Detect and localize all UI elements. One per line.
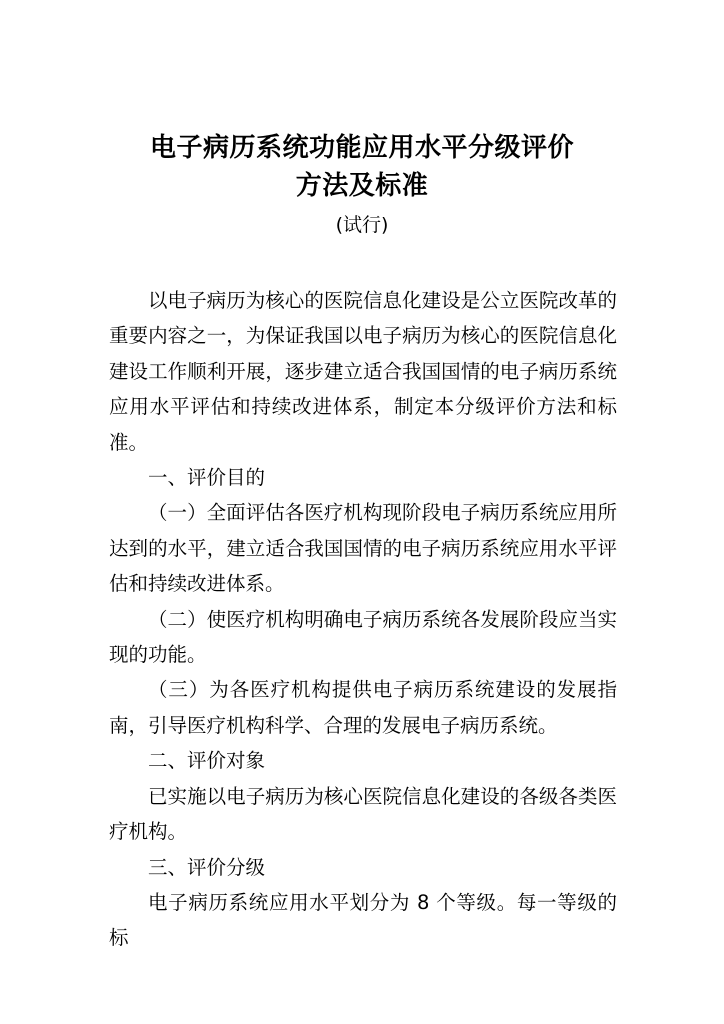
intro-paragraph: 以电子病历为核心的医院信息化建设是公立医院改革的重要内容之一，为保证我国以电子病历为核心的医院信息化建设工作顺利开展，逐步建立适合我国国情的电子病历系统应用水平评估和持续改进体系，制定本分级评价方法和标准。 xyxy=(109,289,617,454)
document-body xyxy=(109,283,617,956)
levels-paragraph: 电子病历系统应用水平划分为 8 个等级。每一等级的标 xyxy=(109,890,617,950)
document-subtitle: (试行) xyxy=(335,214,389,236)
section-heading-target: 二、评价对象 xyxy=(148,749,266,773)
purpose-item-1: （一）全面评估各医疗机构现阶段电子病历系统应用所达到的水平，建立适合我国国情的电子病历系统应用水平评估和持续改进体系。 xyxy=(109,501,617,596)
document-title-line-1: 电子病历系统功能应用水平分级评价 xyxy=(149,133,574,163)
target-paragraph: 已实施以电子病历为核心医院信息化建设的各级各类医疗机构。 xyxy=(109,784,617,844)
purpose-item-3: （三）为各医疗机构提供电子病历系统建设的发展指南，引导医疗机构科学、合理的发展电子病历系统。 xyxy=(109,678,617,737)
section-heading-purpose: 一、评价目的 xyxy=(148,466,266,490)
purpose-item-2: （二）使医疗机构明确电子病历系统各发展阶段应当实现的功能。 xyxy=(109,607,617,667)
document-title-line-2: 方法及标准 xyxy=(295,171,429,201)
section-heading-levels: 三、评价分级 xyxy=(148,855,266,879)
